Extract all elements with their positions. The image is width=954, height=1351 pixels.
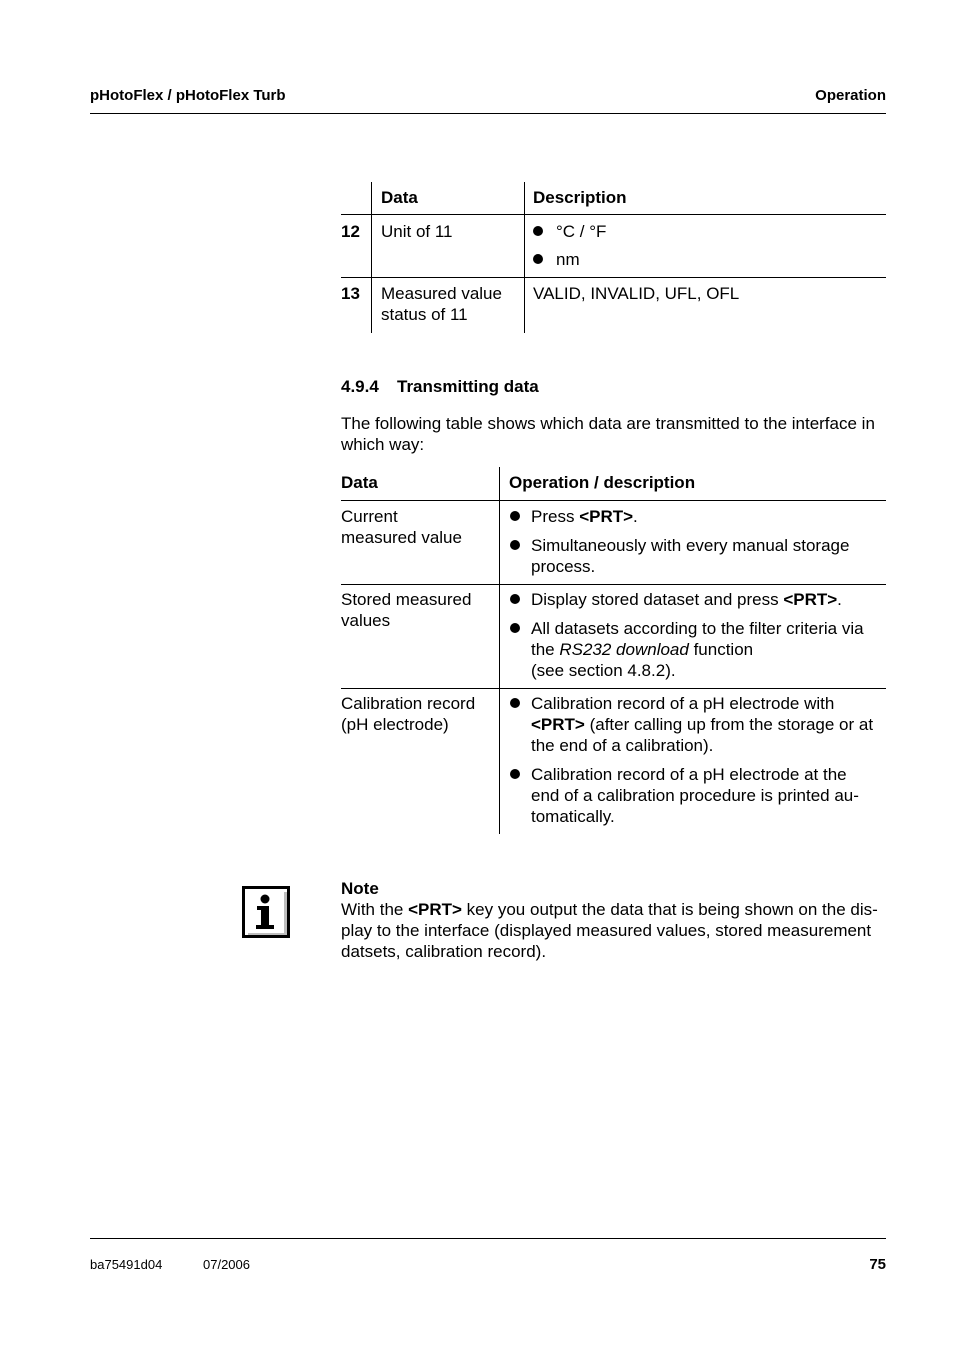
table2-row-data: (pH electrode) <box>341 715 449 734</box>
table2-header-operation: Operation / description <box>509 473 696 492</box>
running-header-title: pHotoFlex / pHotoFlex Turb <box>90 87 286 104</box>
table2-row-bullet: end of a calibration procedure is printed au- <box>531 786 859 805</box>
note-text: With the <PRT> key you output the data that is being shown on the dis- <box>341 900 878 919</box>
table2-row-bullet: <PRT> (after calling up from the storage or at <box>531 715 874 734</box>
info-icon <box>242 886 290 938</box>
bullet-icon <box>510 698 520 708</box>
table1-row-data: status of 11 <box>381 305 468 324</box>
table2-row-data: Calibration record <box>341 694 476 713</box>
section-intro: which way: <box>341 435 425 454</box>
section-title: Transmitting data <box>397 377 539 396</box>
table2-row-bullet: Calibration record of a pH electrode at the <box>531 765 847 784</box>
table1-row-bullet: °C / °F <box>556 222 607 241</box>
bullet-icon <box>533 226 543 236</box>
table1-row-description: VALID, INVALID, UFL, OFL <box>533 284 740 303</box>
bullet-icon <box>533 254 543 264</box>
table2-row-data: Stored measured <box>341 590 472 609</box>
footer-doc-id: ba75491d04 <box>90 1257 163 1272</box>
bullet-icon <box>510 594 520 604</box>
footer-date: 07/2006 <box>203 1257 250 1272</box>
table1-row-data: Measured value <box>381 284 502 303</box>
page-number: 75 <box>869 1256 886 1273</box>
table2-row-data: measured value <box>341 528 462 547</box>
header-rule <box>90 113 886 114</box>
table2-row-bullet: tomatically. <box>531 807 615 826</box>
running-header-section: Operation <box>815 87 886 104</box>
bullet-icon <box>510 769 520 779</box>
note-text: datsets, calibration record). <box>341 942 547 961</box>
section-intro: The following table shows which data are transmitted to the interface in <box>341 414 875 433</box>
note-title: Note <box>341 879 379 898</box>
table2-row-bullet: Display stored dataset and press <PRT>. <box>531 590 842 609</box>
table1-row-data: Unit of 11 <box>381 222 453 241</box>
table1-header-description: Description <box>533 188 627 207</box>
table2-row-bullet: process. <box>531 557 596 576</box>
bullet-icon <box>510 540 520 550</box>
table2-row-data: Current <box>341 507 398 526</box>
section-number: 4.9.4 <box>341 377 379 396</box>
table2-row-bullet: All datasets according to the filter criteria via <box>531 619 864 638</box>
table2-row-bullet: the RS232 download function <box>531 640 754 659</box>
table2-row-data: values <box>341 611 391 630</box>
note-text: play to the interface (displayed measured values, stored measurement <box>341 921 872 940</box>
bullet-icon <box>510 623 520 633</box>
table1-row-bullet: nm <box>556 250 580 269</box>
table2-row-bullet: Calibration record of a pH electrode with <box>531 694 835 713</box>
table1-row-number: 13 <box>341 284 360 303</box>
footer-rule <box>90 1238 886 1239</box>
table1-row-number: 12 <box>341 222 360 241</box>
table2-header-data: Data <box>341 473 378 492</box>
table2-row-bullet: Simultaneously with every manual storage <box>531 536 850 555</box>
table2-row-bullet: the end of a calibration). <box>531 736 714 755</box>
table2-row-bullet: Press <PRT>. <box>531 507 638 526</box>
bullet-icon <box>510 511 520 521</box>
table1-header-data: Data <box>381 188 418 207</box>
table2-row-bullet: (see section 4.8.2). <box>531 661 676 680</box>
